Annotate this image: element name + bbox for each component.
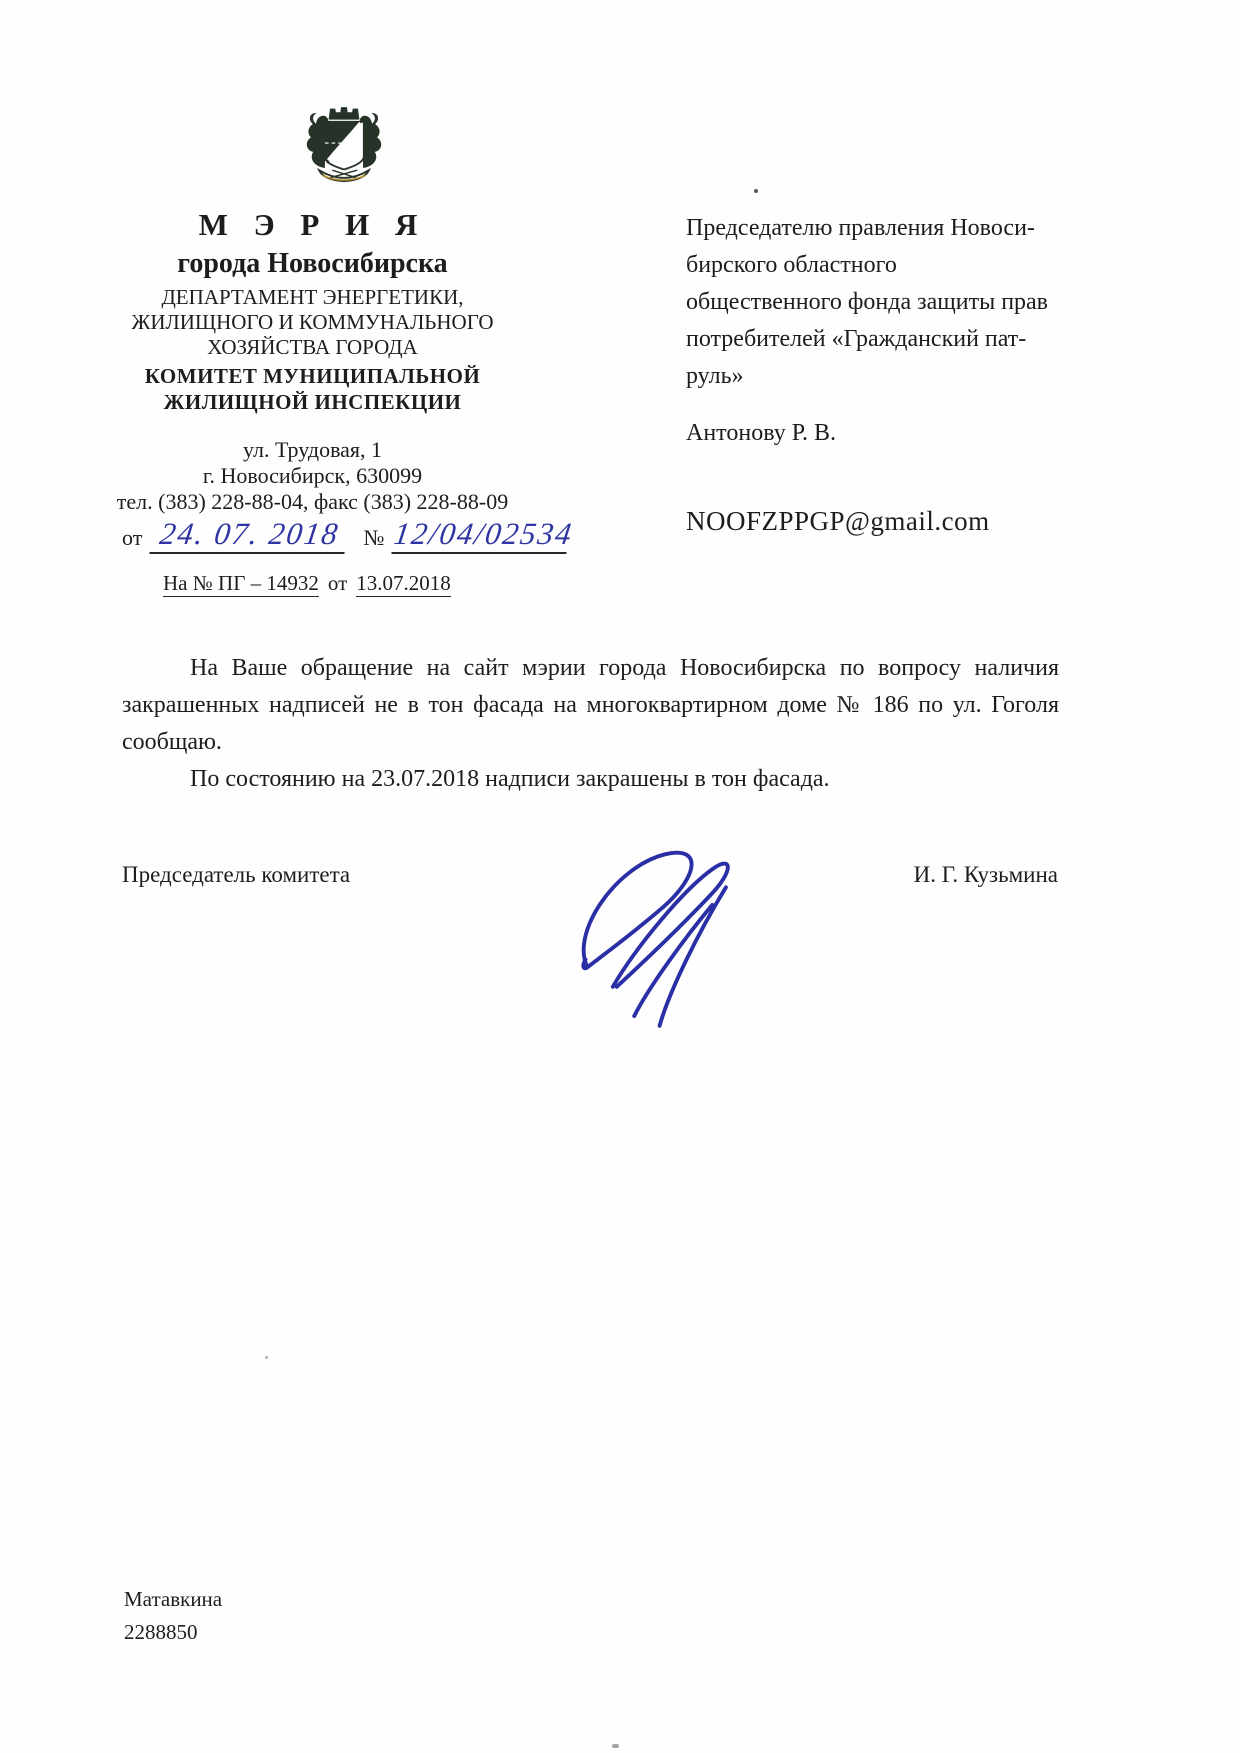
executor-name: Матавкина: [124, 1587, 223, 1611]
incoming-ref-from-label: от: [327, 571, 348, 595]
addressee-line: общественного фонда защиты прав: [686, 289, 1049, 315]
handwritten-signature-icon: [566, 840, 761, 1045]
handwritten-date: 24. 07. 2018: [150, 516, 350, 554]
ref-from-label: от: [122, 525, 143, 550]
addressee-block: [686, 210, 1136, 395]
committee-line: КОМИТЕТ МУНИЦИПАЛЬНОЙ: [144, 364, 481, 388]
addressee-line: бирского областного: [686, 252, 897, 278]
signer-title: Председатель комитета: [122, 862, 351, 887]
body-paragraph-2: По состоянию на 23.07.2018 надписи закрашены в тон фасада.: [190, 766, 830, 792]
executor-phone: 2288850: [124, 1620, 198, 1644]
handwritten-number: 12/04/02534: [392, 516, 572, 554]
addressee-name: Антонову Р. В.: [686, 420, 837, 446]
incoming-ref-number: На № ПГ – 14932: [163, 571, 319, 595]
addressee-line: Председателю правления Новоси-: [686, 215, 1035, 241]
addressee-email: NOOFZPPGP@gmail.com: [686, 506, 990, 536]
address-city: г. Новосибирск, 630099: [202, 463, 423, 488]
outgoing-reference-row: [122, 516, 576, 554]
letter-body: [122, 650, 1059, 798]
committee-line: ЖИЛИЩНОЙ ИНСПЕКЦИИ: [163, 390, 462, 414]
ref-number-label: №: [363, 525, 385, 550]
addressee-line: потребителей «Гражданский пат-: [686, 326, 1027, 352]
department-line: ЖИЛИЩНОГО И КОММУНАЛЬНОГО: [131, 310, 494, 334]
address-street: ул. Трудовая, 1: [242, 437, 383, 462]
sender-header: [80, 207, 545, 515]
scan-speck: [612, 1744, 619, 1748]
novosibirsk-coat-of-arms-icon: [300, 102, 388, 190]
address-phone-fax: тел. (383) 228-88-04, факс (383) 228-88-09: [116, 489, 509, 514]
sender-address: [80, 437, 545, 515]
scan-speck: [265, 1356, 268, 1359]
scan-speck: [754, 189, 758, 193]
department-line: ДЕПАРТАМЕНТ ЭНЕРГЕТИКИ,: [161, 285, 464, 309]
committee-name: [80, 363, 545, 415]
executor-block: [124, 1583, 222, 1649]
department-line: ХОЗЯЙСТВА ГОРОДА: [207, 335, 418, 359]
incoming-ref-date: 13.07.2018: [356, 571, 451, 595]
org-title: М Э Р И Я: [198, 207, 427, 242]
signer-name: И. Г. Кузьмина: [913, 862, 1058, 887]
org-subtitle: города Новосибирска: [177, 248, 448, 279]
addressee-line: руль»: [686, 363, 744, 389]
body-paragraph-1: На Ваше обращение на сайт мэрии города Новосибирска по вопросу наличия закрашенных надписей не в тон фасада на многоквартирном доме № 186 по ул. Гоголя сообщаю.: [122, 655, 1059, 755]
department-name: [80, 285, 545, 360]
incoming-reference-row: [163, 571, 451, 596]
